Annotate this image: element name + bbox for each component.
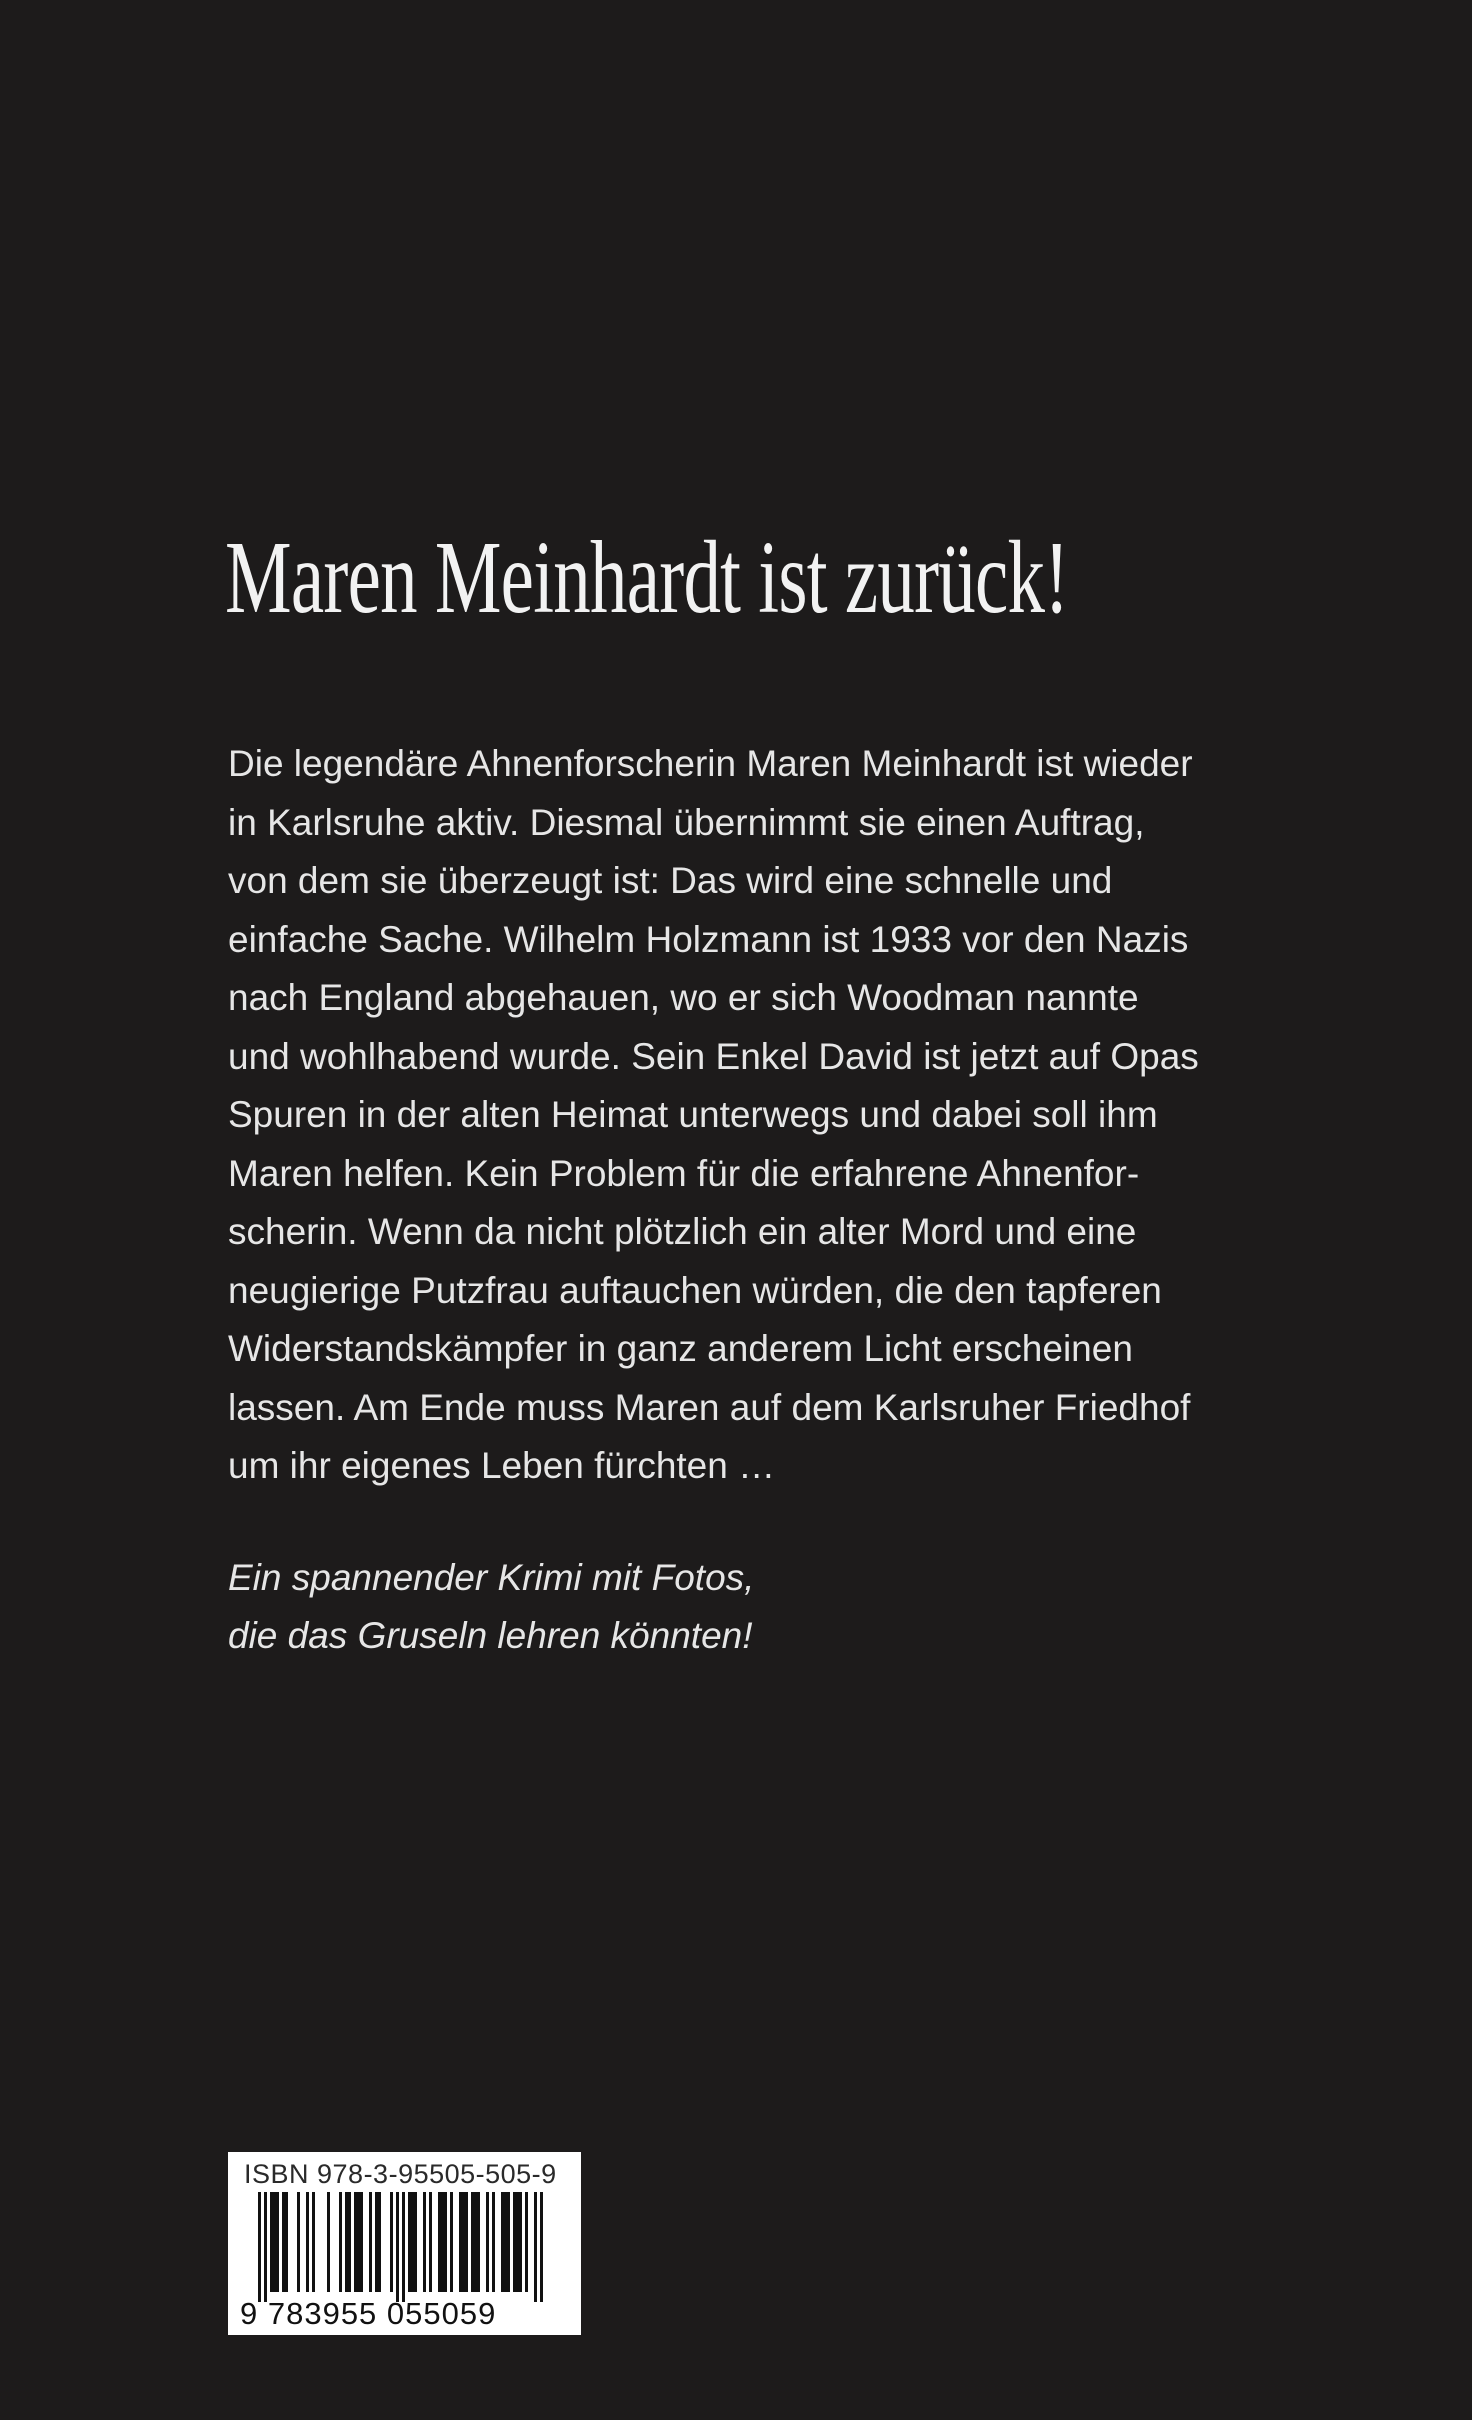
blurb-line: von dem sie überzeugt ist: Das wird eine schnelle und [228, 860, 1113, 901]
isbn-label: ISBN 978-3-95505-505-9 [244, 2159, 557, 2189]
blurb-line: in Karlsruhe aktiv. Diesmal übernimmt sie einen Auftrag, [228, 801, 1145, 843]
barcode-bar [402, 2192, 405, 2302]
barcode-bar [486, 2192, 489, 2292]
cover-headline: Maren Meinhardt ist zurück! [225, 520, 1069, 635]
barcode-bar [465, 2192, 468, 2292]
barcode-bar [519, 2192, 522, 2292]
barcode-bar [540, 2192, 543, 2302]
barcode-bar [492, 2192, 495, 2292]
barcode-bar [264, 2192, 267, 2302]
barcode-bar [354, 2192, 357, 2292]
barcode-bar [270, 2192, 273, 2292]
barcode-bar [534, 2192, 537, 2302]
barcode-bar [462, 2192, 465, 2292]
barcode-bar [360, 2192, 363, 2292]
barcode-bar [471, 2192, 474, 2292]
blurb-line: Spuren in der alten Heimat unterwegs und dabei soll ihm [228, 1094, 1158, 1135]
barcode-bar [504, 2192, 507, 2292]
barcode-bar [459, 2192, 462, 2292]
blurb-line: lassen. Am Ende muss Maren auf dem Karlsruher Friedhof [228, 1386, 1191, 1428]
ean-digits: 9 783955 055059 [240, 2296, 497, 2331]
barcode-bar [258, 2192, 261, 2302]
barcode-bar [501, 2192, 504, 2292]
barcode-bar [507, 2192, 510, 2292]
barcode-bar [297, 2192, 300, 2292]
barcode-bar [348, 2192, 351, 2292]
barcode-bar [276, 2192, 279, 2292]
barcode-bar [438, 2192, 441, 2292]
blurb-line: scherin. Wenn da nicht plötzlich ein alter Mord und eine [228, 1211, 1137, 1252]
barcode-bar [396, 2192, 399, 2302]
blurb-line: um ihr eigenes Leben fürchten … [228, 1445, 776, 1486]
blurb-line: neugierige Putzfrau auftauchen würden, die den tapferen [228, 1269, 1162, 1311]
blurb-line: einfache Sache. Wilhelm Holzmann ist 1933 vor den Nazis [228, 918, 1189, 960]
barcode-bar [450, 2192, 453, 2292]
barcode-bar [369, 2192, 372, 2292]
barcode-bar [444, 2192, 447, 2292]
blurb-line: nach England abgehauen, wo er sich Woodman nannte [228, 977, 1139, 1018]
tagline-line: Ein spannender Krimi mit Fotos, [228, 1557, 755, 1598]
isbn-barcode [228, 2152, 581, 2335]
blurb-line: und wohlhabend wurde. Sein Enkel David ist jetzt auf Opas [228, 1035, 1199, 1077]
cover-blurb [228, 735, 1318, 1496]
barcode-bar [423, 2192, 426, 2292]
barcode-bar [306, 2192, 309, 2292]
barcode-bar [513, 2192, 516, 2292]
barcode-bar [390, 2192, 393, 2292]
barcode-bar [525, 2192, 528, 2292]
cover-tagline [228, 1549, 1318, 1665]
barcode-bar [339, 2192, 342, 2292]
barcode-bar [282, 2192, 285, 2292]
barcode-bar [474, 2192, 477, 2292]
blurb-line: Die legendäre Ahnenforscherin Maren Meinhardt ist wieder [228, 743, 1193, 784]
barcode-bar [375, 2192, 378, 2292]
barcode-bar [357, 2192, 360, 2292]
barcode-bar [273, 2192, 276, 2292]
barcode-bar [429, 2192, 432, 2292]
blurb-line: Maren helfen. Kein Problem für die erfahrene Ahnenfor- [228, 1152, 1140, 1194]
barcode-bar [516, 2192, 519, 2292]
barcode-bar [477, 2192, 480, 2292]
barcode-bar [411, 2192, 414, 2292]
barcode-bar [441, 2192, 444, 2292]
barcode-bar [408, 2192, 411, 2292]
tagline-line: die das Gruseln lehren könnten! [228, 1615, 753, 1656]
barcode-bar [414, 2192, 417, 2292]
barcode-bar [345, 2192, 348, 2292]
blurb-line: Widerstandskämpfer in ganz anderem Licht erscheinen [228, 1328, 1133, 1369]
barcode-bar [327, 2192, 330, 2292]
barcode-bar [312, 2192, 315, 2292]
barcode-bar [378, 2192, 381, 2292]
barcode-bar [285, 2192, 288, 2292]
